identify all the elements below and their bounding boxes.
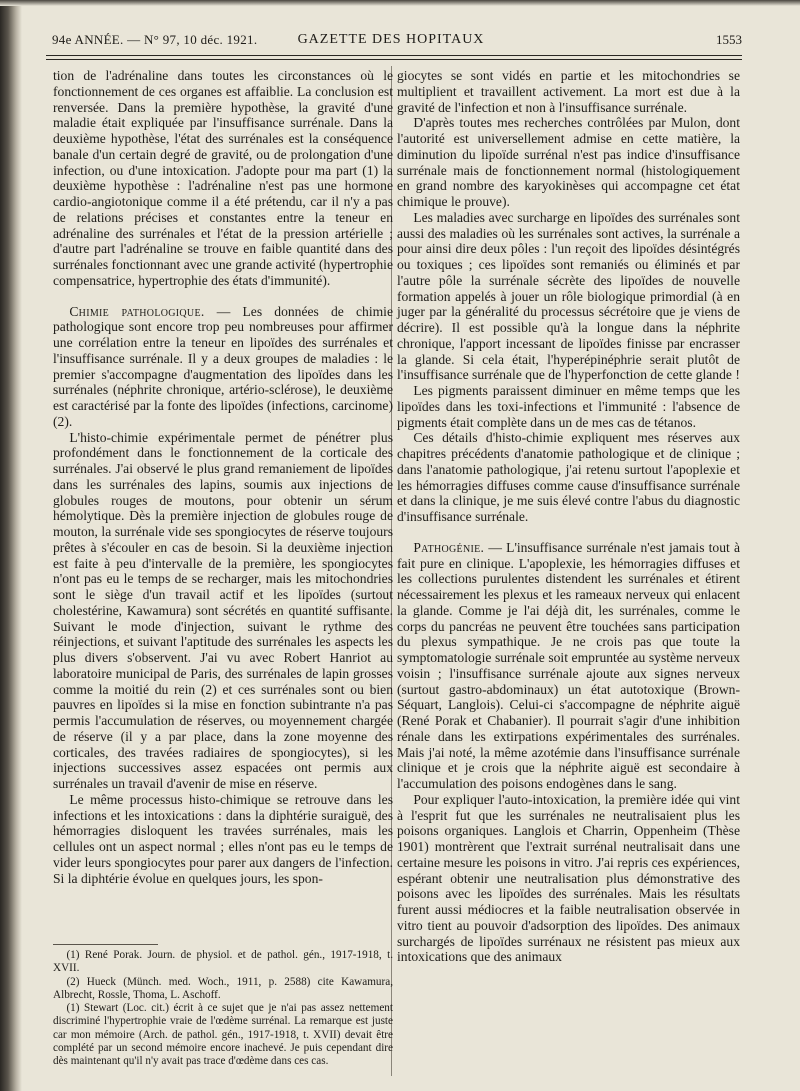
paragraph [397, 540, 740, 792]
left-column [53, 68, 393, 886]
footnote: (2) Hueck (Münch. med. Woch., 1911, p. 2588) cite Kawamura, Albrecht, Rossle, Thoma, L. Aschoff. [53, 975, 393, 1001]
page-number: 1553 [716, 32, 742, 47]
paragraph: Le même processus histo-chimique se retrouve dans les infections et les intoxications : dans la diphtérie suraiguë, des hémorragies disloquent les travées surrénales, mais les cellules ont un aspect normal ; elles n'ont pas eu le temps de vider leurs spongiocytes pour parer aux dangers de l'infection. Si la diphtérie évolue en quelques jours, les spon- [53, 791, 393, 886]
footnote: (1) Stewart (Loc. cit.) écrit à ce sujet que je n'ai pas assez nettement discriminé l'hypertrophie vraie de l'œdème surrénal. La remarque est juste car mon mémoire (Arch. de pathol. gén., 1917-1918, t. XVII) devait être complété par un second mémoire encore inachevé. Je puis cependant dire dès maintenant qu'il n'y avait pas trace d'œdème dans ces cas. [53, 1002, 393, 1068]
paragraph-text: — Les données de chimie pathologique sont encore trop peu nombreuses pour affirmer une corrélation entre la teneur en lipoïdes des surrénales et l'insuffisance surrénale. Il y a deux groupes de maladies : le premier s'accompagne d'augmentation des lipoïdes dans les surrénales (néphrite chronique, artério-sclérose), le deuxième est caractérisé par la fonte des lipoïdes (infections, carcinome) (2). [53, 303, 393, 429]
journal-title: GAZETTE DES HOPITAUX [297, 32, 485, 47]
right-column [397, 68, 740, 965]
paragraph: Les maladies avec surcharge en lipoïdes des surrénales sont aussi des maladies où les surrénales sont actives, la surrénale a pour ainsi dire deux pôles : l'un reçoit des lipoïdes désintégrés ou toxiques ; ces lipoïdes sont remaniés ou éliminés et par l'autre pôle la surrénale sécrète des lipoïdes de nouvelle formation appelés à jouer un rôle biologique primordial (à en juger par la généralité du processus sécrétoire que je viens de décrire). Il est possible qu'à la longue dans la néphrite chronique, l'apport incessant de lipoïdes finisse par encrasser la glande. Si cela était, l'hyperépinéphrie serait plutôt de l'insuffisance surrénale que de l'hyperfonction de cette glande ! [397, 209, 740, 383]
running-header [40, 32, 742, 50]
paragraph: Les pigments paraissent diminuer en même temps que les lipoïdes dans les toxi-infections et l'immunité : l'absence de pigments était complète dans un de mes cas de tétanos. [397, 383, 740, 430]
header-rule [46, 55, 742, 60]
section-heading: Pathogénie. [413, 539, 485, 555]
footnote: (1) René Porak. Journ. de physiol. et de pathol. gén., 1917-1918, t. XVII. [53, 949, 393, 975]
footnotes [53, 944, 393, 1069]
issue-line: 94e ANNÉE. — N° 97, 10 déc. 1921. [52, 32, 258, 47]
paragraph: D'après toutes mes recherches contrôlées par Mulon, dont l'autorité est universellement admise en cette matière, la diminution du lipoïde surrénal n'est pas indice d'insuffisance surrénale mais de fonctionnement normal (histologiquement en grand nombre des karyokinèses qui accompagne cet état chimique le prouve). [397, 115, 740, 209]
section-heading: Chimie pathologique. [69, 303, 205, 319]
paragraph: L'histo-chimie expérimentale permet de pénétrer plus profondément dans le fonctionnement de la corticale des surrénales. J'ai observé le plus grand remaniement de lipoïdes dans les surrénales des lapins, soumis aux injections de globules rouges de moutons, pour obtenir un sérum hémolytique. Dès la première injection de globules rouge de mouton, la surrénale vide ses spongiocytes de réserve toujours prêtes à s'écouler en cas de besoin. Si la deuxième injection est faite à peu d'intervalle de la première, les spongiocytes n'ont pas eu le temps de se recharger, mais les mitochondries sont le siège d'un travail actif et les lipoïdes (surtout cholestérine, Kawamura) sont sécrétés en quantité suffisante. Suivant le mode d'injection, suivant le rythme des réinjections, et suivant l'aptitude des surrénales les aspects les plus divers s'observent. J'ai vu avec Robert Hanriot au laboratoire municipal de Paris, des surrénales de lapin grosses comme la moitié du rein (2) et ces surrénales sont ou bien pauvres en lipoïdes si la mise en fonction subintrante n'a pas permis l'accumulation de réserves, ou moyennement chargée de réserve (il y a par place, dans la zone moyenne des corticales, des travées radiaires de spongiocytes), si les injections successives assez espacées ont permis aux surrénales un travail d'avenir de mise en réserve. [53, 429, 393, 791]
paragraph: giocytes se sont vidés en partie et les mitochondries se multiplient et travaillent activement. La mort est due à la gravité de l'infection et non à l'insuffisance surrénale. [397, 68, 740, 115]
paragraph: tion de l'adrénaline dans toutes les circonstances où le fonctionnement de ces organes est affaiblie. La conclusion est renversée. Dans la première hypothèse, la gravité d'une maladie était expliquée par l'insuffisance surrénale. Dans la deuxième hypothèse, l'état des surrénales est la conséquence banale d'un certain degré de gravité, ou de prolongation d'une infection, ou d'une intoxication. J'adopte pour ma part (1) la deuxième hypothèse : l'adrénaline n'est pas une hormone cardio-angiotonique comme il a été prétendu, car il n'y a pas de relations précises et constantes entre la teneur en adrénaline des surrénales et l'état de la pression artérielle ; d'autre part l'adrénaline se trouve en faible quantité dans des surrénales fonctionnant avec une grande activité (hypertrophie compensatrice, hypertrophie des états d'immunité). [53, 68, 393, 288]
footnote-rule [53, 944, 158, 945]
paragraph [53, 304, 393, 430]
paragraph: Pour expliquer l'auto-intoxication, la première idée qui vint à l'esprit fut que les surrénales ne neutralisaient plus les poisons organiques. Langlois et Charrin, Oppenheim (Thèse 1901) montrèrent que l'extrait surrénal neutralisait dans une certaine mesure les poisons in vitro. J'ai repris ces expériences, espérant obtenir une neutralisation plus démonstrative des poisons avec les lipoïdes des surrénales. Mais les résultats furent aussi médiocres et la faible neutralisation observée in vitro tient au pouvoir d'adsorption des lipoïdes. Des animaux surchargés de lipoïdes surrénaux ne résistent pas mieux aux intoxications que des animaux [397, 791, 740, 965]
paragraph-text: — L'insuffisance surrénale n'est jamais tout à fait pure en clinique. L'apoplexie, les hémorragies diffuses et les collections purulentes distendent les surrénales et étirent nécessairement les plexus et les rameaux nerveux qui enlacent la glande. Comme je l'ai déjà dit, les surrénales, comme le corps du pancréas ne peuvent être touchées sans participation du plexus sympathique. Je ne crois pas que toute la symptomatologie surrénale soit empruntée au système nerveux voisin ; l'insuffisance surrénale ajoute aux signes nerveux (surtout gastro-abdominaux) un état autotoxique (Brown-Séquart, Langlois). Celui-ci s'accompagne de néphrite aiguë (René Porak et Chabanier). Il pourrait s'agir d'une inhibition rénale dans les extirpations expérimentales des surrénales. Mais j'ai noté, la même azotémie dans l'insuffisance surrénale clinique et je crois que la néphrite aiguë est secondaire à l'accumulation des poisons endogènes dans le sang. [397, 539, 740, 791]
paragraph: Ces détails d'histo-chimie expliquent mes réserves aux chapitres précédents d'anatomie pathologique et de clinique ; dans l'anatomie pathologique, j'ai retenu surtout l'apoplexie et les hémorragies diffuses comme cause d'insuffisance surrénale et dans la clinique, je me suis élevé contre l'abus du diagnostic d'insuffisance surrénale. [397, 430, 740, 524]
